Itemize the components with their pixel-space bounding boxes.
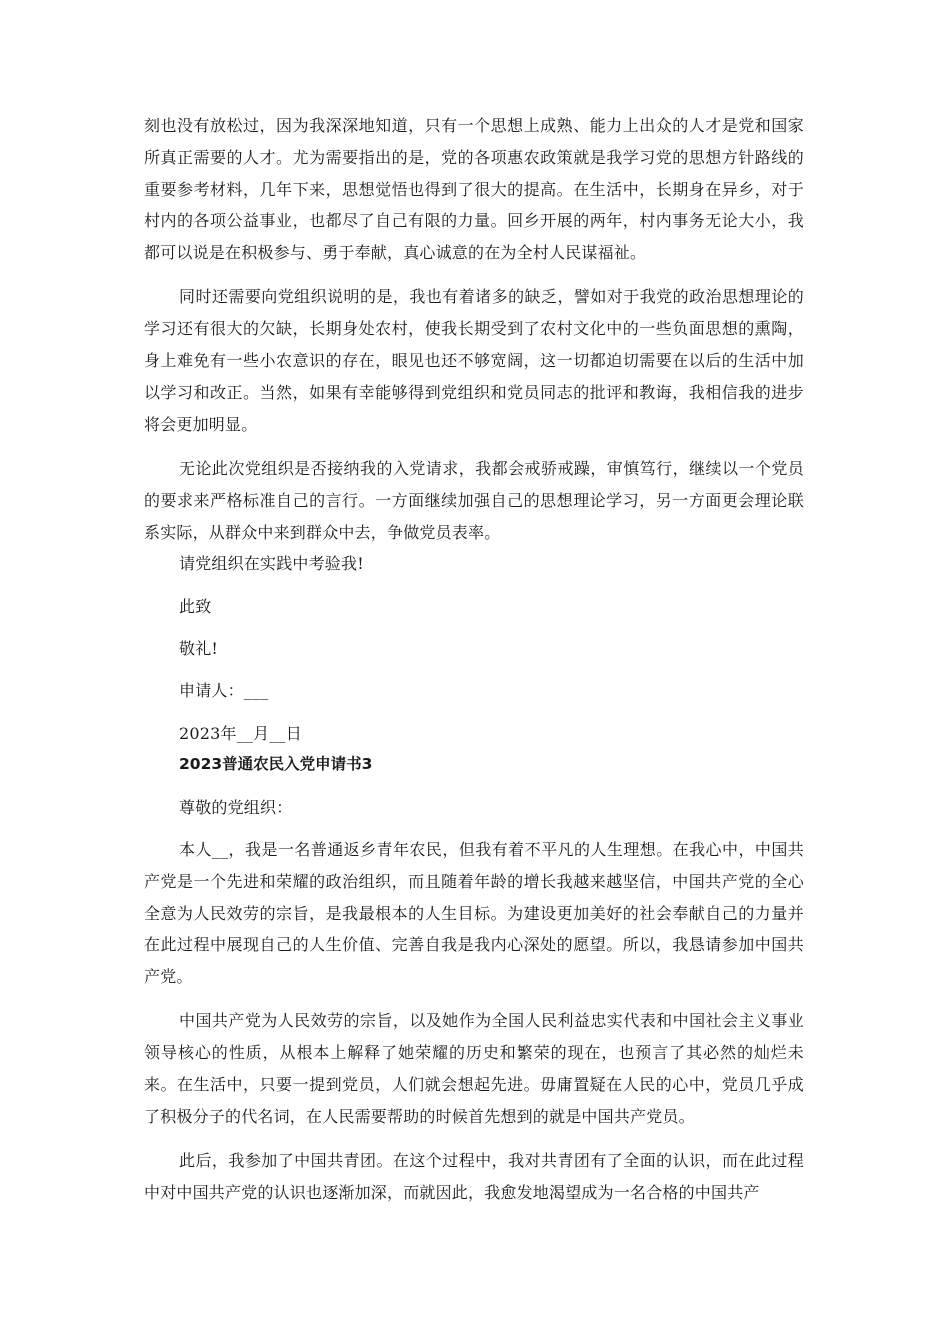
closing-line-test: 请党组织在实践中考验我! (179, 554, 364, 574)
paragraph-4: 本人__，我是一名普通返乡青年农民，但我有着不平凡的人生理想。在我心中，中国共产党是一个先进和荣耀的政治组织，而且随着年龄的增长我越来越坚信，中国共产党的全心全意为人民效劳的宗旨，是我最根本的人生目标。为建设更加美好的社会奉献自己的力量并在此过程中展现自己的人生价值、完善自我是我内心深处的愿望。所以，我恳请参加中国共产党。 (144, 839, 804, 987)
applicant-line: 申请人：___ (179, 681, 269, 701)
paragraph-1: 刻也没有放松过，因为我深深地知道，只有一个思想上成熟、能力上出众的人才是党和国家所真正需要的人才。尤为需要指出的是，党的各项惠农政策就是我学习党的思想方针路线的重要参考材料，几年下来，思想觉悟也得到了很大的提高。在生活中，长期身在异乡，对于村内的各项公益事业，也都尽了自己有限的力量。回乡开展的两年，村内事务无论大小，我都可以说是在积极参与、勇于奉献，真心诚意的在为全村人民谋福祉。 (144, 116, 804, 263)
paragraph-5: 中国共产党为人民效劳的宗旨，以及她作为全国人民利益忠实代表和中国社会主义事业领导核心的性质，从根本上解释了她荣耀的历史和繁荣的现在，也预言了其必然的灿烂未来。在生活中，只要一提到党员，人们就会想起先进。毋庸置疑在人民的心中，党员几乎成了积极分子的代名词，在人民需要帮助的时候首先想到的就是中国共产党员。 (144, 1011, 804, 1126)
salutation: 尊敬的党组织： (179, 797, 293, 817)
closing-cizhi: 此致 (179, 596, 212, 616)
paragraph-2: 同时还需要向党组织说明的是，我也有着诸多的缺乏，譬如对于我党的政治思想理论的学习还有很大的欠缺，长期身处农村，使我长期受到了农村文化中的一些负面思想的熏陶，身上难免有一些小农意识的存在，眼见也还不够宽阔，这一切都迫切需要在以后的生活中加以学习和改正。当然，如果有幸能够得到党组织和党员同志的批评和教诲，我相信我的进步将会更加明显。 (144, 287, 804, 434)
section-heading: 2023普通农民入党申请书3 (179, 755, 373, 774)
paragraph-6: 此后，我参加了中国共青团。在这个过程中，我对共青团有了全面的认识，而在此过程中对中国共产党的认识也逐渐加深，而就因此，我愈发地渴望成为一名合格的中国共产 (144, 1151, 804, 1202)
date-line: 2023年__月__日 (179, 723, 302, 743)
closing-jingli: 敬礼! (179, 638, 219, 658)
paragraph-3: 无论此次党组织是否接纳我的入党请求，我都会戒骄戒躁，审慎笃行，继续以一个党员的要求来严格标准自己的言行。一方面继续加强自己的思想理论学习，另一方面更会理论联系实际，从群众中来到群众中去，争做党员表率。 (144, 458, 804, 542)
document-page (144, 110, 804, 1209)
